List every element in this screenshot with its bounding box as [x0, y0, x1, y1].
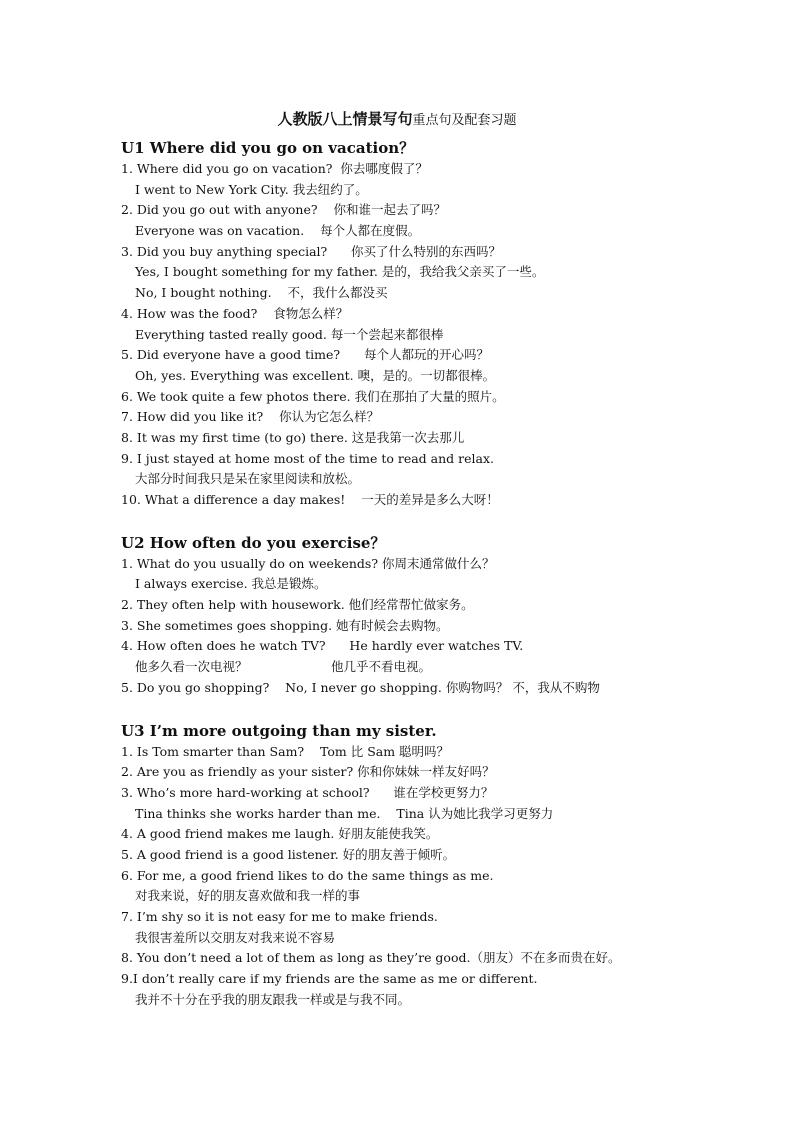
- sentence-line: 10. What a difference a day makes! 一天的差异是多么大呀！: [121, 492, 499, 507]
- unit-heading: U2 How often do you exercise？: [121, 533, 386, 552]
- sentence-line: 4. How often does he watch TV? He hardly ever watches TV.: [121, 638, 524, 654]
- sentence-line: 7. I’m shy so it is not easy for me to make friends.: [121, 909, 438, 924]
- sentence-line: Oh, yes. Everything was excellent. 噢，是的。一切都很棒。: [135, 367, 496, 383]
- sentence-line: 5. Did everyone have a good time? 每个人都玩的开心吗？: [121, 347, 489, 363]
- sentence-line: 他多久看一次电视？ 他几乎不看电视。: [135, 659, 431, 675]
- sentence-line: 4. How was the food? 食物怎么样？: [121, 305, 349, 321]
- sentence-line: 1. Is Tom smarter than Sam? Tom 比 Sam 聪明吗？: [121, 743, 450, 759]
- sentence-line: 3. Who’s more hard-working at school? 谁在学校更努力？: [121, 784, 494, 800]
- sentence-line: 2. They often help with housework. 他们经常帮忙做家务。: [121, 597, 474, 613]
- unit-section-2: [121, 532, 681, 699]
- sentence-line: Everything tasted really good. 每一个尝起来都很棒: [135, 326, 444, 342]
- sentence-line: 7. How did you like it? 你认为它怎么样？: [121, 409, 380, 425]
- sentence-line: 3. She sometimes goes shopping. 她有时候会去购物。: [121, 617, 449, 633]
- sentence-line: Everyone was on vacation. 每个人都在度假。: [135, 223, 421, 239]
- unit-heading: U3 I’m more outgoing than my sister.: [121, 721, 437, 740]
- sentence-line: Tina thinks she works harder than me. Tina 认为她比我学习更努力: [135, 805, 554, 821]
- sentence-line: No, I bought nothing. 不，我什么都没买: [135, 285, 388, 301]
- sentence-line: I went to New York City. 我去纽约了。: [135, 181, 368, 197]
- unit-heading: U1 Where did you go on vacation？: [121, 139, 415, 157]
- sentence-line: 9. I just stayed at home most of the time to read and relax.: [121, 450, 494, 466]
- unit-section-3: [121, 720, 681, 1011]
- sentence-line: 1. Where did you go on vacation? 你去哪度假了？: [121, 161, 428, 176]
- sentence-line: 我并不十分在乎我的朋友跟我一样或是与我不同。: [135, 991, 411, 1007]
- sentence-line: 5. A good friend is a good listener. 好的朋友善于倾听。: [121, 846, 456, 862]
- title-sub: 重点句及配套习题: [412, 113, 517, 128]
- sentence-line: 6. We took quite a few photos there. 我们在那拍了大量的照片。: [121, 388, 505, 404]
- sentence-line: 3. Did you buy anything special? 你买了什么特别的东西吗？: [121, 243, 502, 259]
- document-title: [0, 108, 794, 129]
- sentence-line: 4. A good friend makes me laugh. 好朋友能使我笑。: [121, 826, 439, 842]
- section-spacer: [121, 699, 681, 720]
- sentence-line: 5. Do you go shopping? No, I never go shopping. 你购物吗？ 不，我从不购物: [121, 679, 600, 695]
- section-spacer: [121, 511, 681, 532]
- sentence-line: I always exercise. 我总是锻炼。: [135, 576, 327, 592]
- sentence-line: 9.I don’t really care if my friends are the same as me or different.: [121, 971, 538, 987]
- sentence-line: Yes, I bought something for my father. 是的，我给我父亲买了一些。: [135, 264, 545, 280]
- document-body: [121, 137, 681, 1010]
- sentence-line: 对我来说，好的朋友喜欢做和我一样的事: [135, 888, 361, 904]
- sentence-line: 6. For me, a good friend likes to do the same things as me.: [121, 867, 494, 883]
- unit-section-1: [121, 137, 681, 511]
- sentence-line: 2. Are you as friendly as your sister? 你和你妹妹一样友好吗？: [121, 764, 495, 780]
- sentence-line: 大部分时间我只是呆在家里阅读和放松。: [135, 471, 361, 487]
- sentence-line: 我很害羞所以交朋友对我来说不容易: [135, 929, 336, 945]
- title-main: 人教版八上情景写句: [277, 110, 413, 128]
- sentence-line: 1. What do you usually do on weekends? 你周末通常做什么？: [121, 555, 495, 571]
- sentence-line: 2. Did you go out with anyone? 你和谁一起去了吗？: [121, 202, 446, 218]
- sentence-line: 8. It was my first time (to go) there. 这是我第一次去那儿: [121, 429, 465, 445]
- sentence-line: 8. You don’t need a lot of them as long as they’re good.（朋友）不在多而贵在好。: [121, 950, 621, 966]
